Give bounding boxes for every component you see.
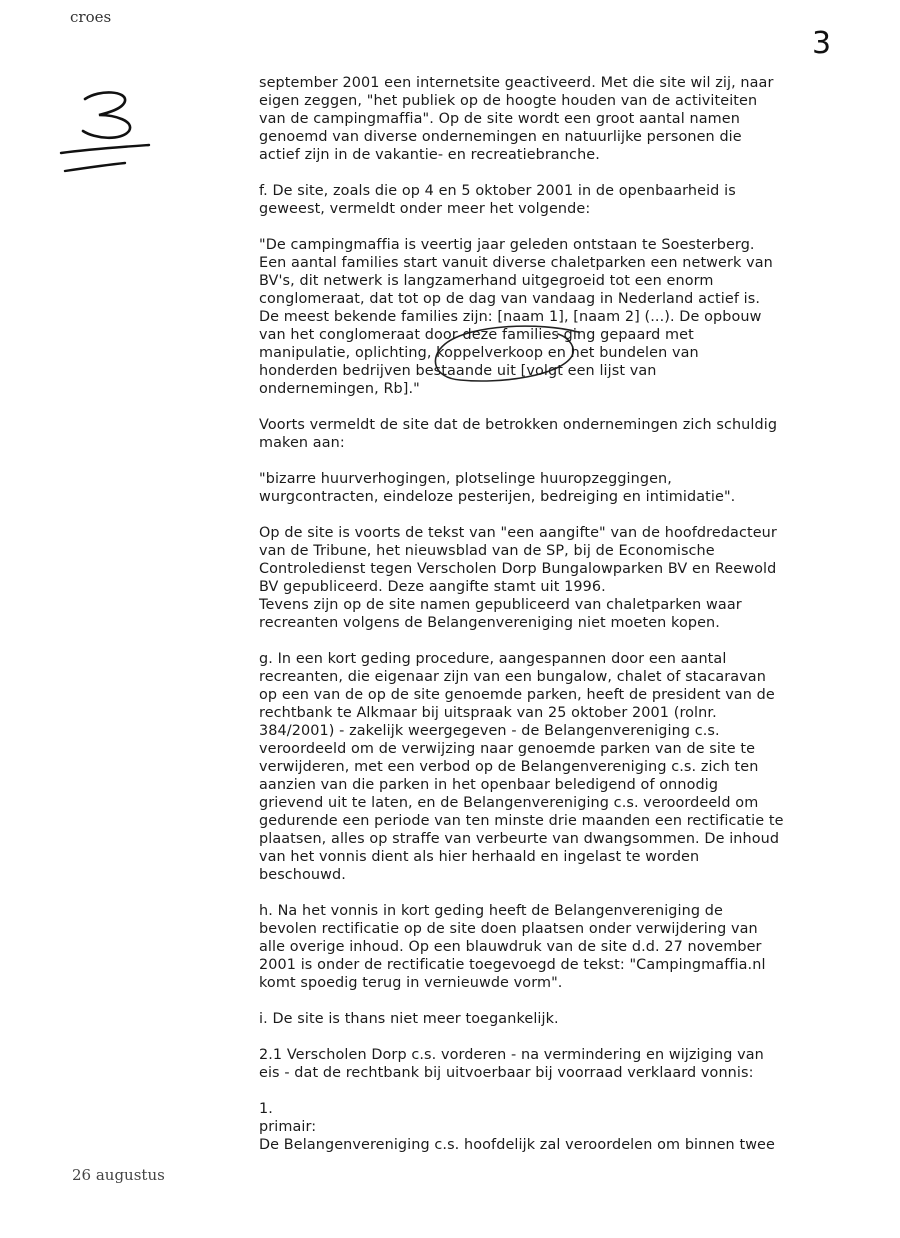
text-line: eis - dat de rechtbank bij uitvoerbaar bij voorraad verklaard vonnis: — [259, 1065, 754, 1081]
text-line: BV's, dit netwerk is langzamerhand uitgegroeid tot een enorm — [259, 273, 714, 289]
text-line: "bizarre huurverhogingen, plotselinge huuropzeggingen, — [259, 471, 672, 487]
text-line: recreanten volgens de Belangenvereniging niet moeten kopen. — [259, 615, 720, 631]
text-line: "De campingmaffia is veertig jaar geleden ontstaan te Soesterberg. — [259, 237, 755, 253]
document-body — [259, 74, 804, 1154]
text-line: De meest bekende families zijn: [naam 1], [naam 2] (...). De opbouw — [259, 309, 762, 325]
text-line: wurgcontracten, eindeloze pesterijen, bedreiging en intimidatie". — [259, 489, 736, 505]
text-line: 2001 is onder de rectificatie toegevoegd de tekst: "Campingmaffia.nl — [259, 957, 766, 973]
text-line: Op de site is voorts de tekst van "een aangifte" van de hoofdredacteur — [259, 525, 777, 541]
text-line: van het vonnis dient als hier herhaald en ingelast te worden — [259, 849, 700, 865]
handwritten-three-icon — [55, 85, 155, 180]
text-line: 2.1 Verscholen Dorp c.s. vorderen - na vermindering en wijziging van — [259, 1047, 764, 1063]
paragraph-intro — [259, 74, 804, 164]
text-line: conglomeraat, dat tot op de dag van vandaag in Nederland actief is. — [259, 291, 761, 307]
text-line: g. In een kort geding procedure, aangespannen door een aantal — [259, 651, 727, 667]
handwritten-margin-number — [55, 85, 155, 185]
text-line: van de Tribune, het nieuwsblad van de SP, bij de Economische — [259, 543, 715, 559]
text-line: eigen zeggen, "het publiek op de hoogte houden van de activiteiten — [259, 93, 758, 109]
text-line: Tevens zijn op de site namen gepubliceerd van chaletparken waar — [259, 597, 742, 613]
text-line: 384/2001) - zakelijk weergegeven - de Belangenvereniging c.s. — [259, 723, 720, 739]
text-line: actief zijn in de vakantie- en recreatiebranche. — [259, 147, 600, 163]
paragraph-g — [259, 650, 804, 884]
text-line: ondernemingen, Rb]." — [259, 381, 420, 397]
text-line: verwijderen, met een verbod op de Belangenvereniging c.s. zich ten — [259, 759, 759, 775]
page-number: 3 — [812, 26, 832, 61]
text-line: van de campingmaffia". Op de site wordt een groot aantal namen — [259, 111, 740, 127]
text-line: aanzien van die parken in het openbaar beledigend of onnodig — [259, 777, 719, 793]
footer-left-text: 26 augustus — [72, 1166, 165, 1184]
text-line: alle overige inhoud. Op een blauwdruk van de site d.d. 27 november — [259, 939, 762, 955]
text-line: BV gepubliceerd. Deze aangifte stamt uit 1996. — [259, 579, 606, 595]
text-line: september 2001 een internetsite geactiveerd. Met die site wil zij, naar — [259, 75, 774, 91]
text-line: van het conglomeraat door deze families ging gepaard met — [259, 327, 694, 343]
text-line: beschouwd. — [259, 867, 346, 883]
text-line: geweest, vermeldt onder meer het volgende: — [259, 201, 591, 217]
text-line: veroordeeld om de verwijzing naar genoemde parken van de site te — [259, 741, 756, 757]
text-line: manipulatie, oplichting, koppelverkoop en het bundelen van — [259, 345, 699, 361]
text-line: i. De site is thans niet meer toegankelijk. — [259, 1011, 559, 1027]
header-left-text: croes — [70, 8, 112, 26]
text-line: De Belangenvereniging c.s. hoofdelijk zal veroordelen om binnen twee — [259, 1137, 775, 1153]
text-line: grievend uit te laten, en de Belangenvereniging c.s. veroordeeld om — [259, 795, 759, 811]
text-line: gedurende een periode van ten minste drie maanden een rectificatie te — [259, 813, 784, 829]
text-line: f. De site, zoals die op 4 en 5 oktober 2001 in de openbaarheid is — [259, 183, 736, 199]
paragraph-quote2 — [259, 470, 804, 506]
text-line: Voorts vermeldt de site dat de betrokken ondernemingen zich schuldig — [259, 417, 778, 433]
paragraph-quote1 — [259, 236, 804, 398]
paragraph-aangifte — [259, 524, 804, 632]
text-line: honderden bedrijven bestaande uit [volgt een lijst van — [259, 363, 657, 379]
text-line: recreanten, die eigenaar zijn van een bungalow, chalet of stacaravan — [259, 669, 766, 685]
paragraph-vordering — [259, 1046, 804, 1082]
text-line: genoemd van diverse ondernemingen en natuurlijke personen die — [259, 129, 742, 145]
text-line: komt spoedig terug in vernieuwde vorm". — [259, 975, 563, 991]
text-line: rechtbank te Alkmaar bij uitspraak van 25 oktober 2001 (rolnr. — [259, 705, 717, 721]
paragraph-voorts — [259, 416, 804, 452]
paragraph-f — [259, 182, 804, 218]
text-line: maken aan: — [259, 435, 345, 451]
paragraph-i — [259, 1010, 804, 1028]
text-line: op een van de op de site genoemde parken, heeft de president van de — [259, 687, 775, 703]
text-line: 1. — [259, 1101, 273, 1117]
paragraph-primair — [259, 1100, 804, 1154]
text-line: primair: — [259, 1119, 317, 1135]
paragraph-h — [259, 902, 804, 992]
text-line: plaatsen, alles op straffe van verbeurte van dwangsommen. De inhoud — [259, 831, 780, 847]
text-line: Een aantal families start vanuit diverse chaletparken een netwerk van — [259, 255, 773, 271]
text-line: h. Na het vonnis in kort geding heeft de Belangenvereniging de — [259, 903, 723, 919]
text-line: Controledienst tegen Verscholen Dorp Bungalowparken BV en Reewold — [259, 561, 777, 577]
text-line: bevolen rectificatie op de site doen plaatsen onder verwijdering van — [259, 921, 758, 937]
